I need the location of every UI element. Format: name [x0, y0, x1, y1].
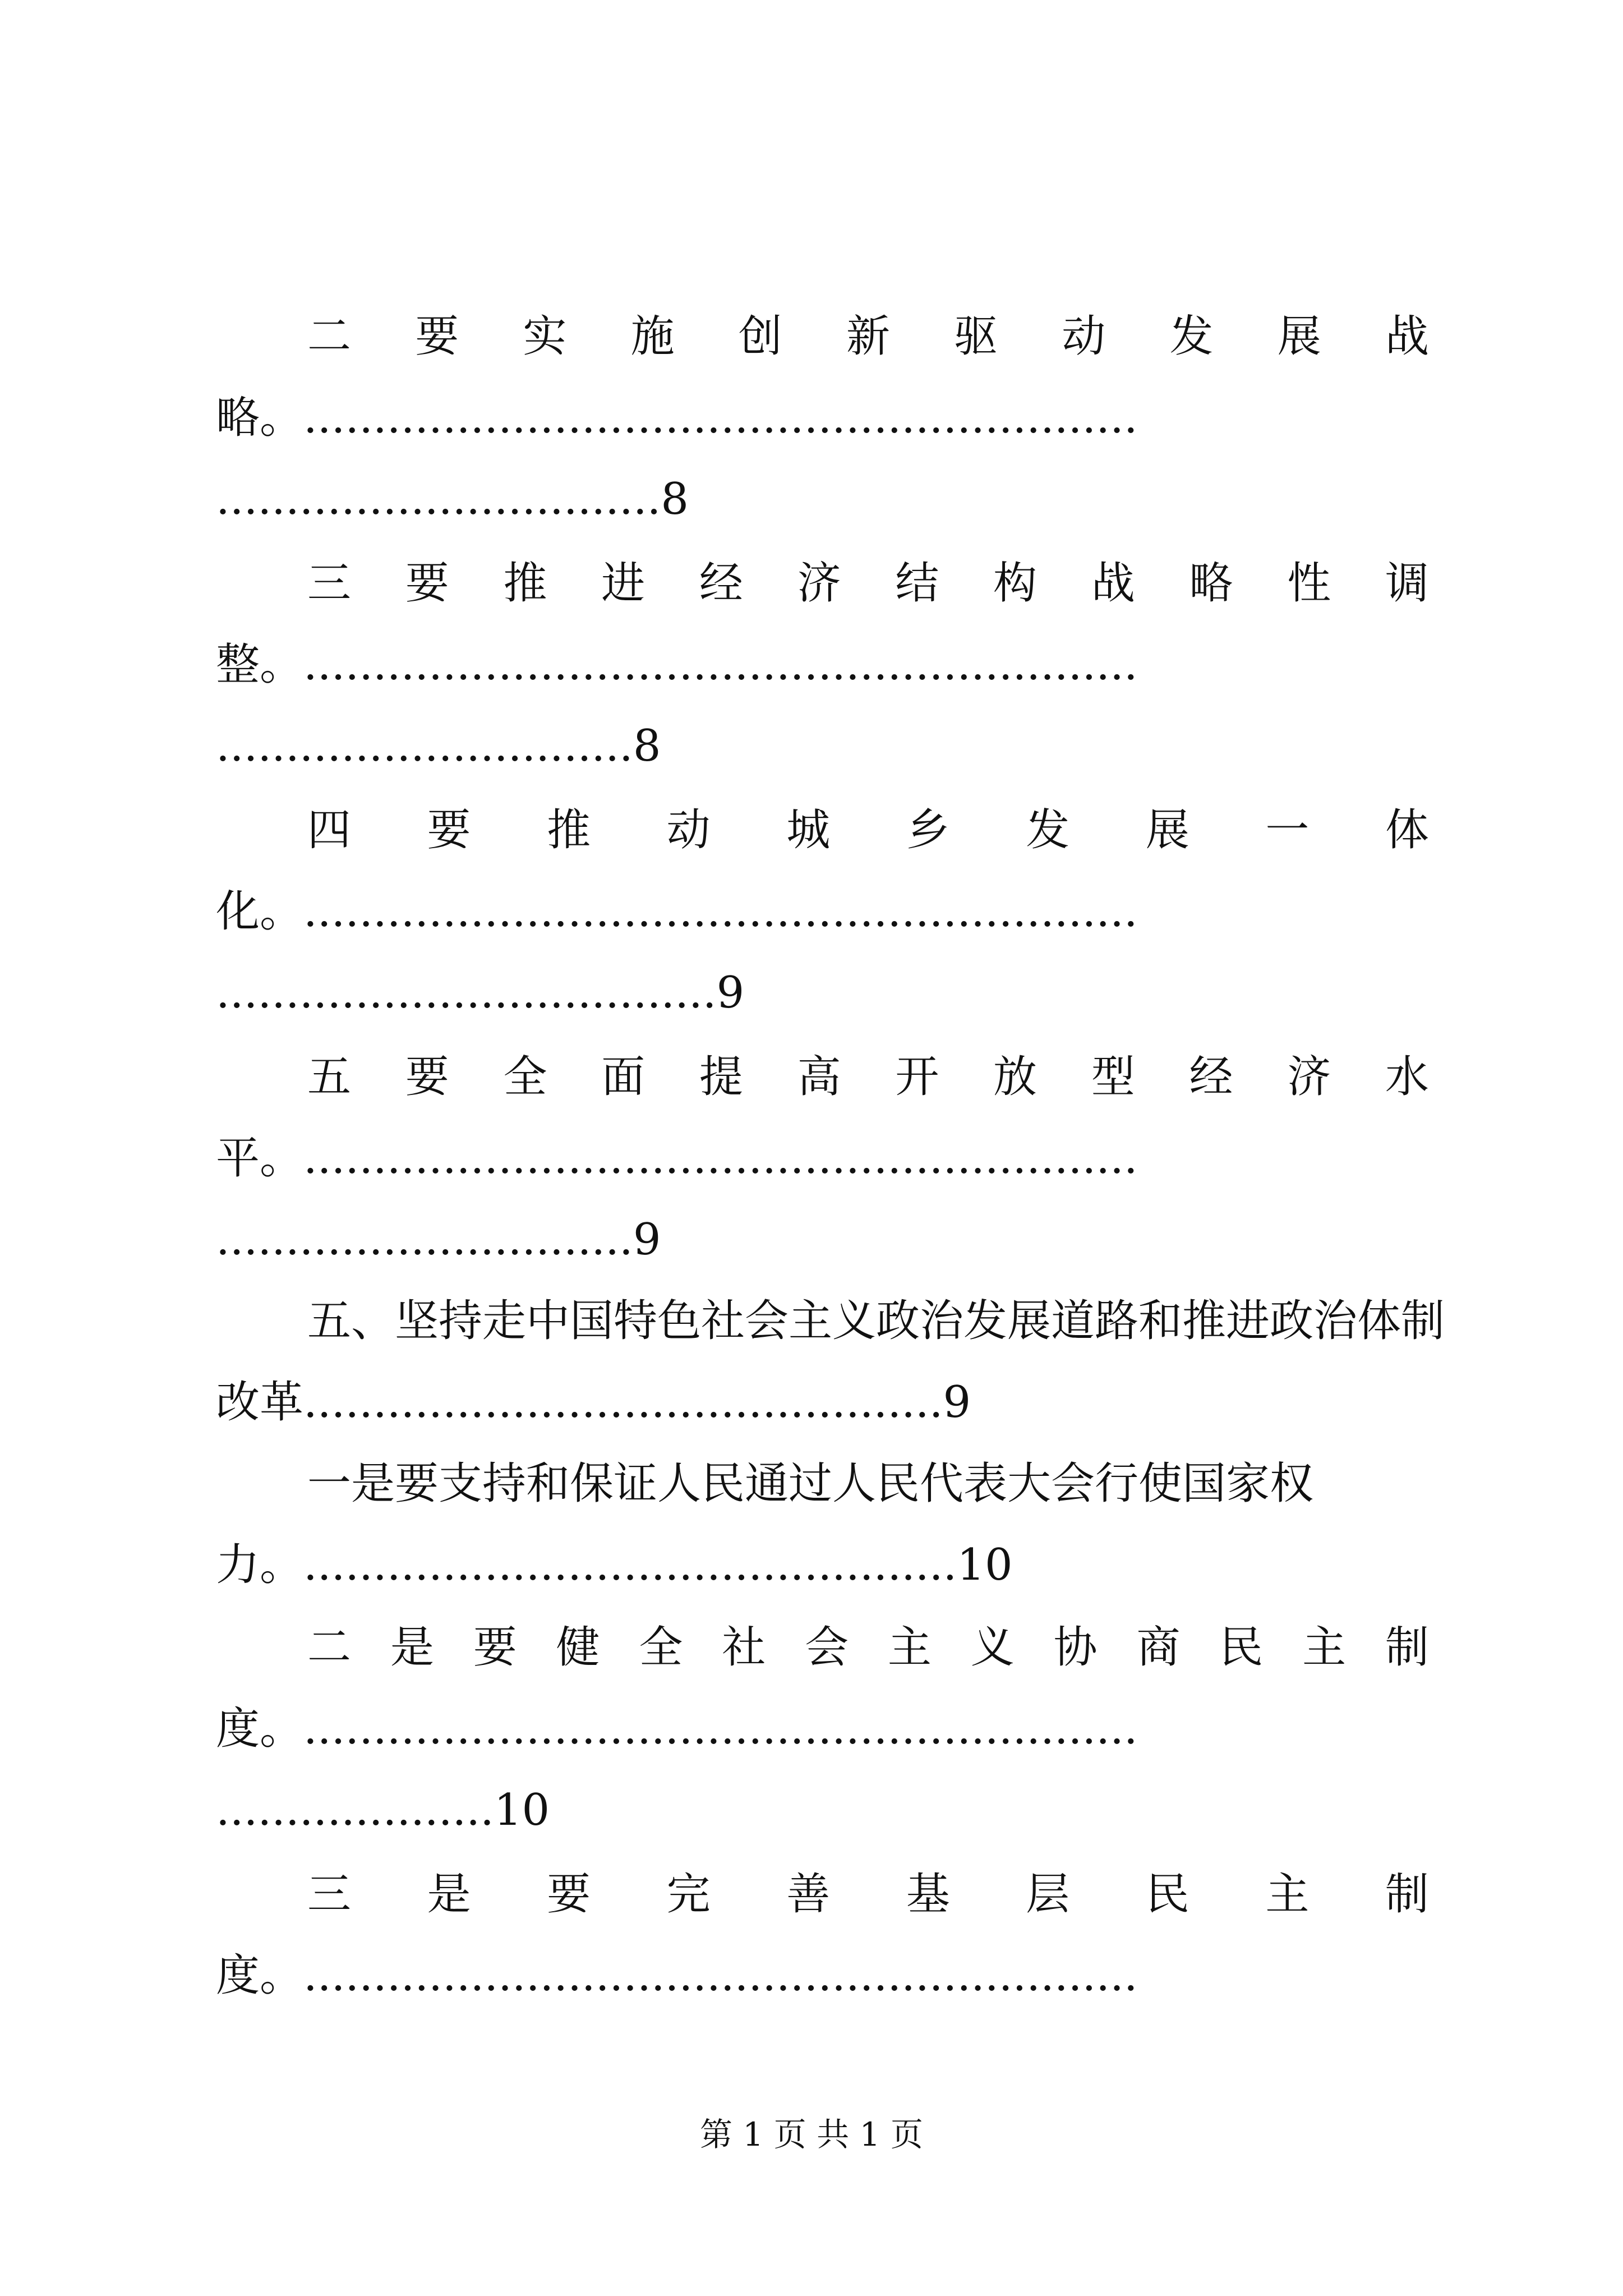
toc-heading-char: 进 — [601, 558, 645, 609]
toc-entry-dots-line — [216, 376, 1450, 460]
toc-entry-head — [307, 1852, 1429, 1936]
toc-heading-char: 要 — [427, 805, 471, 855]
toc-entry-head — [307, 1605, 1429, 1690]
toc-entry-dots-line — [216, 1934, 1450, 2018]
toc-heading-char: 战 — [1385, 311, 1429, 362]
toc-heading-char: 体 — [1385, 805, 1429, 855]
toc-entry-head — [307, 788, 1429, 872]
toc-entry-head — [307, 1035, 1429, 1119]
toc-heading-char: 推 — [547, 805, 591, 855]
toc-entry-dots-line — [216, 1360, 1450, 1444]
toc-heading-char: 健 — [556, 1622, 600, 1673]
toc-entry-tail: 化。 — [216, 886, 304, 937]
toc-entry-head — [307, 541, 1429, 625]
page-footer: 第 1 页 共 1 页 — [700, 2115, 923, 2154]
toc-entry-head — [307, 295, 1429, 379]
toc-heading-char: 济 — [1287, 1052, 1331, 1102]
toc-heading-char: 要 — [405, 558, 449, 609]
toc-heading-char: 全 — [639, 1622, 683, 1673]
toc-leader-dots: ............................................................ — [303, 639, 1138, 690]
toc-heading-char: 要 — [473, 1622, 517, 1673]
toc-heading-char: 放 — [993, 1052, 1038, 1102]
toc-heading-char: 经 — [1189, 1052, 1233, 1102]
toc-heading-char: 实 — [523, 311, 567, 362]
toc-heading-char: 开 — [895, 1052, 939, 1102]
toc-heading-char: 一 — [1265, 805, 1310, 855]
toc-heading-char: 主 — [1302, 1622, 1347, 1673]
toc-leader-dots: .................... — [216, 1785, 494, 1835]
toc-heading-char: 层 — [1026, 1869, 1070, 1920]
toc-heading-char: 二 — [307, 311, 352, 362]
toc-leader-dots: ............................................................ — [303, 1704, 1138, 1754]
toc-heading-char: 二 — [307, 1622, 352, 1673]
toc-entry-dots-line — [216, 1198, 1450, 1282]
toc-heading-char: 乡 — [906, 805, 950, 855]
toc-heading-char: 动 — [666, 805, 711, 855]
toc-entry-head: 一是要支持和保证人民通过人民代表大会行使国家权 — [307, 1458, 1314, 1509]
toc-page-number: 10 — [957, 1540, 1013, 1590]
toc-leader-dots: 改革.............................................. — [216, 1377, 943, 1428]
toc-heading-char: 主 — [887, 1622, 932, 1673]
toc-heading-char: 要 — [547, 1869, 591, 1920]
toc-leader-dots: .............................. — [216, 721, 633, 771]
toc-heading-char: 民 — [1145, 1869, 1189, 1920]
toc-entry-dots-line — [216, 951, 1450, 1035]
toc-heading-char: 制 — [1385, 1869, 1429, 1920]
toc-entry-dots-line — [216, 623, 1450, 707]
toc-entry-dots-line — [216, 869, 1450, 954]
toc-heading-char: 三 — [307, 558, 352, 609]
toc-heading-char: 创 — [738, 311, 782, 362]
toc-heading-char: 义 — [970, 1622, 1015, 1673]
toc-heading-char: 三 — [307, 1869, 352, 1920]
toc-leader-dots: ................................ — [216, 474, 661, 524]
toc-entry-dots-line — [216, 1523, 1450, 1607]
toc-leader-dots: .............................. — [216, 1214, 633, 1265]
toc-heading-char: 略 — [1189, 558, 1233, 609]
toc-entry-tail: 度。 — [216, 1950, 304, 2001]
toc-leader-dots: ............................................................ — [303, 886, 1138, 937]
toc-entry-dots-line — [216, 1687, 1450, 1771]
toc-heading-char: 经 — [699, 558, 743, 609]
toc-page-number: 9 — [633, 1214, 661, 1265]
toc-heading-char: 调 — [1385, 558, 1429, 609]
toc-heading-char: 展 — [1145, 805, 1189, 855]
toc-heading-char: 五 — [307, 1052, 352, 1102]
toc-heading-char: 动 — [1062, 311, 1106, 362]
toc-heading-char: 型 — [1091, 1052, 1135, 1102]
toc-page-number: 9 — [716, 968, 745, 1018]
toc-heading-char: 城 — [786, 805, 831, 855]
toc-heading-char: 施 — [630, 311, 675, 362]
toc-entry-dots-line — [216, 457, 1450, 541]
toc-heading-char: 基 — [906, 1869, 950, 1920]
toc-heading-char: 构 — [993, 558, 1038, 609]
toc-heading-char: 发 — [1169, 311, 1214, 362]
toc-leader-dots: ............................................................ — [303, 1133, 1138, 1184]
toc-entry-dots-line — [216, 1768, 1450, 1852]
toc-heading-char: 社 — [722, 1622, 766, 1673]
toc-heading-char: 性 — [1287, 558, 1331, 609]
toc-heading-char: 战 — [1091, 558, 1135, 609]
toc-heading-char: 善 — [786, 1869, 831, 1920]
toc-leader-dots: .................................... — [216, 968, 717, 1018]
toc-heading-char: 发 — [1026, 805, 1070, 855]
toc-entry-dots-line — [216, 1116, 1450, 1200]
toc-heading-char: 新 — [846, 311, 890, 362]
toc-heading-char: 结 — [895, 558, 939, 609]
toc-heading-char: 民 — [1219, 1622, 1264, 1673]
toc-leader-dots: ............................................................ — [303, 1950, 1138, 2001]
toc-heading-char: 协 — [1053, 1622, 1098, 1673]
toc-entry-head: 五、坚持走中国特色社会主义政治发展道路和推进政治体制 — [307, 1296, 1445, 1346]
toc-heading-char: 高 — [797, 1052, 841, 1102]
toc-heading-char: 面 — [601, 1052, 645, 1102]
toc-heading-char: 主 — [1265, 1869, 1310, 1920]
toc-heading-char: 是 — [390, 1622, 434, 1673]
toc-entry-tail: 平。 — [216, 1133, 304, 1184]
toc-leader-dots: ............................................................ — [303, 393, 1138, 443]
toc-entry-tail: 度。 — [216, 1704, 304, 1754]
toc-leader-dots: 力。............................................... — [216, 1540, 957, 1590]
toc-heading-char: 制 — [1385, 1622, 1429, 1673]
toc-heading-char: 完 — [666, 1869, 711, 1920]
toc-page-number: 8 — [633, 721, 661, 771]
toc-entry-dots-line — [216, 704, 1450, 788]
toc-heading-char: 会 — [805, 1622, 849, 1673]
toc-page-number: 8 — [661, 474, 689, 524]
toc-entry-tail: 略。 — [216, 393, 304, 443]
toc-heading-char: 驱 — [954, 311, 998, 362]
toc-entry-tail: 整。 — [216, 639, 304, 690]
toc-heading-char: 四 — [307, 805, 352, 855]
toc-heading-char: 水 — [1385, 1052, 1429, 1102]
toc-page-number: 9 — [943, 1377, 971, 1428]
toc-heading-char: 提 — [699, 1052, 743, 1102]
toc-heading-char: 是 — [427, 1869, 471, 1920]
toc-heading-char: 济 — [797, 558, 841, 609]
toc-heading-char: 商 — [1136, 1622, 1181, 1673]
toc-page-number: 10 — [494, 1785, 550, 1835]
toc-heading-char: 全 — [503, 1052, 547, 1102]
toc-heading-char: 推 — [503, 558, 547, 609]
toc-heading-char: 展 — [1277, 311, 1321, 362]
toc-heading-char: 要 — [415, 311, 459, 362]
toc-heading-char: 要 — [405, 1052, 449, 1102]
